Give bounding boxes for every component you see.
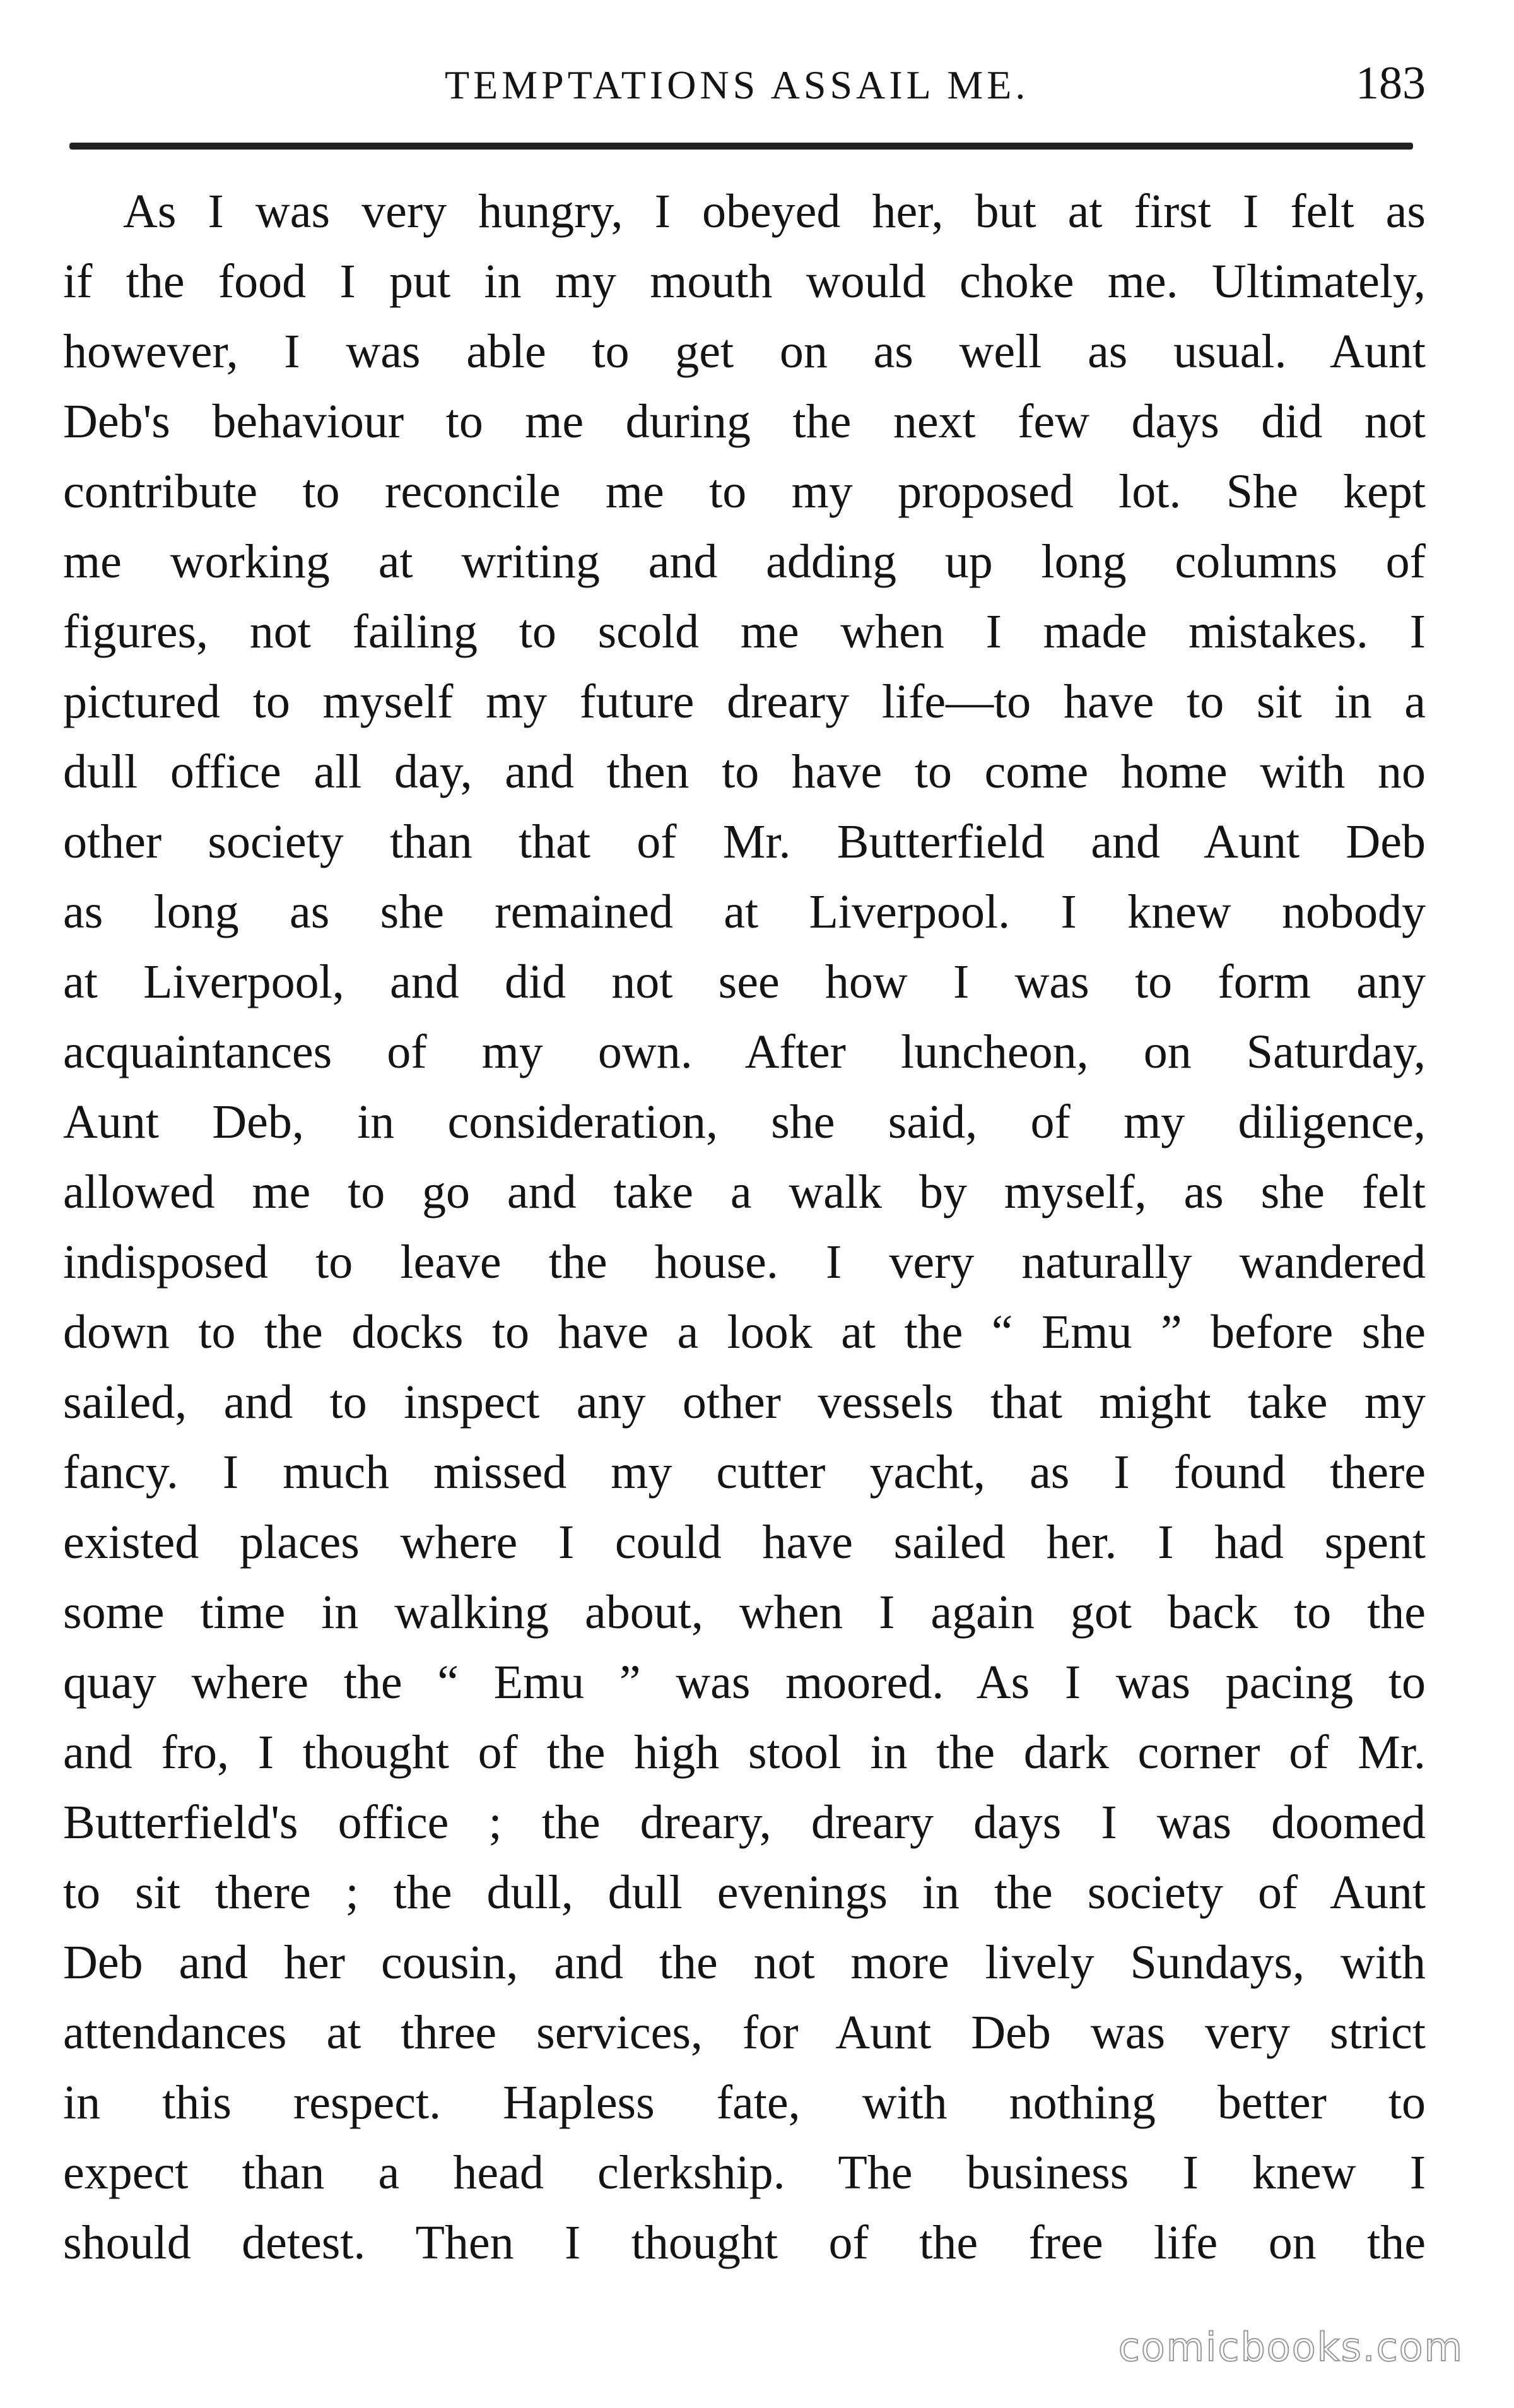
text-line: attendances at three services, for Aunt Deb was very strict	[63, 2006, 1426, 2059]
text-line: contribute to reconcile me to my proposed lot. She kept	[63, 465, 1426, 518]
body-text	[63, 177, 1426, 2278]
text-line: if the food I put in my mouth would choke me. Ultimately,	[63, 255, 1426, 308]
text-line: Deb and her cousin, and the not more lively Sundays, with	[63, 1936, 1426, 1989]
text-line: and fro, I thought of the high stool in the dark corner of Mr.	[63, 1726, 1426, 1779]
text-line: to sit there ; the dull, dull evenings in the society of Aunt	[63, 1866, 1426, 1919]
text-line: at Liverpool, and did not see how I was to form any	[63, 955, 1426, 1008]
text-line: other society than that of Mr. Butterfield and Aunt Deb	[63, 815, 1426, 868]
text-line: dull office all day, and then to have to come home with no	[63, 745, 1426, 798]
header-rule	[69, 143, 1413, 150]
text-line: expect than a head clerkship. The business I knew I	[63, 2146, 1426, 2199]
text-line: however, I was able to get on as well as usual. Aunt	[63, 325, 1426, 378]
text-line: down to the docks to have a look at the “ Emu ” before she	[63, 1306, 1426, 1359]
text-line: indisposed to leave the house. I very naturally wandered	[63, 1236, 1426, 1289]
text-line: acquaintances of my own. After luncheon, on Saturday,	[63, 1025, 1426, 1078]
page-number: 183	[1356, 57, 1426, 109]
running-head	[69, 50, 1426, 120]
text-line: some time in walking about, when I again got back to the	[63, 1586, 1426, 1639]
text-line: Butterfield's office ; the dreary, dreary days I was doomed	[63, 1796, 1426, 1849]
watermark: comicbooks.com	[1118, 2324, 1464, 2370]
text-line: pictured to myself my future dreary life—to have to sit in a	[63, 675, 1426, 728]
running-title: TEMPTATIONS ASSAIL ME.	[445, 62, 1030, 107]
text-line: fancy. I much missed my cutter yacht, as I found there	[63, 1446, 1426, 1499]
text-line: As I was very hungry, I obeyed her, but at first I felt as	[123, 185, 1426, 238]
text-line: Aunt Deb, in consideration, she said, of my diligence,	[63, 1095, 1426, 1148]
text-line: as long as she remained at Liverpool. I knew nobody	[63, 885, 1426, 938]
text-line: existed places where I could have sailed her. I had spent	[63, 1516, 1426, 1569]
text-line: figures, not failing to scold me when I made mistakes. I	[63, 605, 1426, 658]
text-line: allowed me to go and take a walk by myself, as she felt	[63, 1166, 1426, 1219]
text-line: me working at writing and adding up long columns of	[63, 535, 1426, 588]
text-line: Deb's behaviour to me during the next few days did not	[63, 395, 1426, 448]
text-line: sailed, and to inspect any other vessels that might take my	[63, 1376, 1426, 1429]
text-line: in this respect. Hapless fate, with nothing better to	[63, 2076, 1426, 2129]
text-line: should detest. Then I thought of the free life on the	[63, 2216, 1426, 2269]
text-line: quay where the “ Emu ” was moored. As I was pacing to	[63, 1656, 1426, 1709]
